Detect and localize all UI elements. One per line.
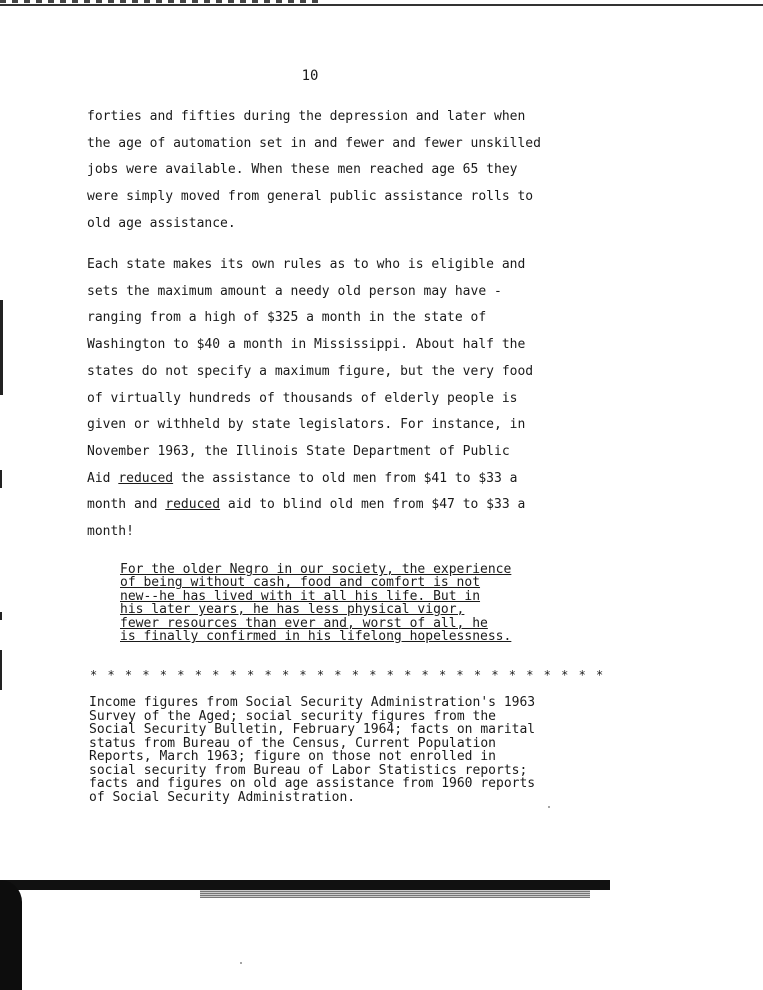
- note-line: social security from Bureau of Labor Statistics reports;: [89, 762, 528, 778]
- quote-line: fewer resources than ever and, worst of all, he: [120, 615, 488, 631]
- scan-margin-mark: [0, 612, 2, 620]
- source-notes: [89, 696, 559, 804]
- text-line: the age of automation set in and fewer and fewer unskilled: [87, 135, 541, 151]
- text-fragment: the assistance to old men from $41 to $33 a: [173, 470, 518, 486]
- scan-edge-rule: [0, 4, 763, 6]
- paragraph-1: [87, 104, 557, 238]
- note-line: Survey of the Aged; social security figures from the: [89, 708, 496, 724]
- scan-speck: [240, 962, 242, 964]
- scan-bottom-streak: [200, 890, 590, 898]
- text-line: old age assistance.: [87, 215, 236, 231]
- scan-speck: [548, 806, 550, 808]
- text-line: [87, 466, 557, 493]
- quote-line: For the older Negro in our society, the experience: [120, 562, 512, 577]
- scan-margin-mark: [0, 470, 2, 488]
- text-fragment: aid to blind old men from $47 to $33 a: [220, 497, 526, 513]
- text-line: ranging from a high of $325 a month in the state of: [87, 310, 487, 326]
- note-line: facts and figures on old age assistance from 1960 reports: [89, 776, 536, 791]
- text-line: were simply moved from general public assistance rolls to: [87, 189, 534, 205]
- scan-margin-mark: [0, 650, 2, 690]
- quote-line: of being without cash, food and comfort is not: [120, 575, 481, 591]
- asterisk-separator: * * * * * * * * * * * * * * * * * * * * * * * * * * * * * *: [90, 668, 604, 682]
- block-quote: [120, 563, 540, 643]
- note-line: Reports, March 1963; figure on those not enrolled in: [89, 749, 496, 764]
- text-line: of virtually hundreds of thousands of elderly people is: [87, 390, 518, 406]
- scan-bottom-bar: [0, 880, 610, 890]
- text-line: forties and fifties during the depression and later when: [87, 109, 526, 124]
- quote-line: is finally confirmed in his lifelong hopelessness.: [120, 629, 512, 645]
- underlined-word: reduced: [118, 470, 174, 486]
- text-line: Each state makes its own rules as to who is eligible and: [87, 257, 526, 272]
- underlined-word: reduced: [165, 497, 221, 513]
- text-line: month!: [87, 524, 134, 540]
- quote-line: new--he has lived with it all his life. But in: [120, 588, 481, 604]
- quote-line: his later years, he has less physical vigor,: [120, 602, 465, 618]
- page-number: 10: [301, 68, 319, 84]
- scan-margin-mark: [0, 300, 3, 395]
- paragraph-2: [87, 252, 557, 546]
- text-line: Washington to $40 a month in Mississippi. About half the: [87, 337, 526, 353]
- text-line: jobs were available. When these men reached age 65 they: [87, 162, 518, 178]
- text-fragment: month and: [87, 497, 166, 513]
- note-line: Social Security Bulletin, February 1964; facts on marital: [89, 722, 536, 737]
- text-fragment: Aid: [87, 470, 119, 486]
- text-line: given or withheld by state legislators. For instance, in: [87, 417, 526, 433]
- text-line: sets the maximum amount a needy old person may have -: [87, 283, 502, 299]
- note-line: Income figures from Social Security Administration's 1963: [89, 695, 536, 710]
- note-line: of Social Security Administration.: [89, 789, 356, 805]
- text-line: November 1963, the Illinois State Department of Public: [87, 443, 510, 459]
- scan-bottom-corner: [0, 880, 22, 990]
- note-line: status from Bureau of the Census, Current Population: [89, 735, 496, 751]
- scan-edge-dashes: [0, 0, 320, 3]
- text-line: [87, 492, 557, 519]
- text-line: states do not specify a maximum figure, but the very food: [87, 363, 534, 379]
